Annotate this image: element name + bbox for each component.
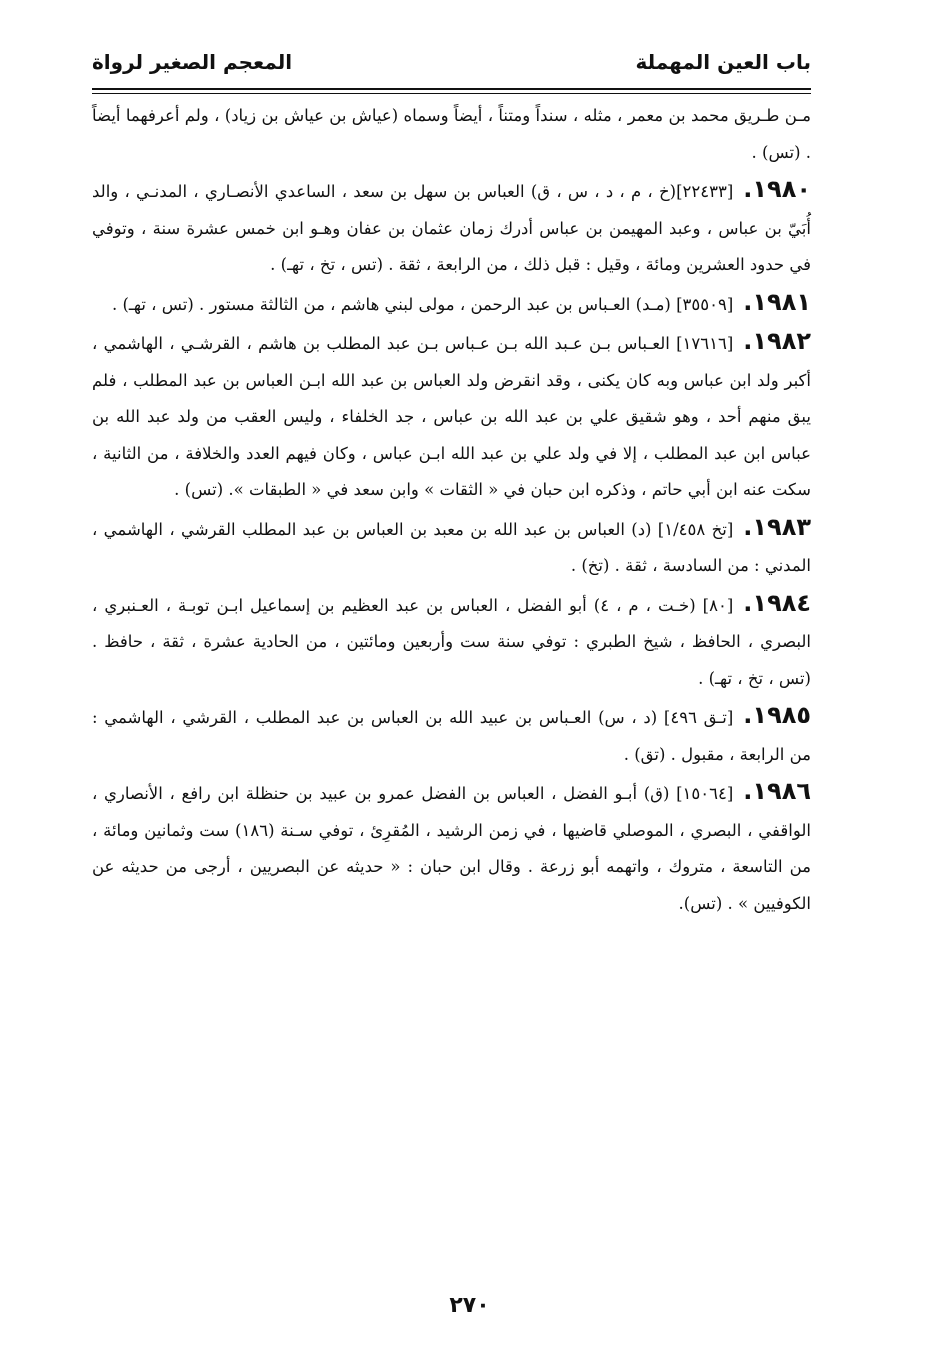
entry-text: [تـق ٤٩٦] (د ، س) العـباس بن عبيد الله بن العباس بن عبد المطلب ، القرشي ، الهاشمي : من الرابعة ، مقبول . (تق) . <box>92 708 811 764</box>
entry-number: ١٩٨٢. <box>743 327 811 355</box>
entry-text: [٨٠] (خـت ، م ، ٤) أبو الفضل ، العباس بن عبد العظيم بن إسماعيل ابـن توبـة ، العـنبري ، البصري ، الحافظ ، شيخ الطبري : توفي سنة ست وأربعين ومائتين ، من الحادية عشرة ، ثقة ، حافظ . (تس ، تخ ، تهـ) . <box>92 595 811 688</box>
entry-1983 <box>92 509 811 585</box>
entry-number: ١٩٨٣. <box>743 512 811 541</box>
entry-text: [١٧٦١٦] العـباس بـن عـبد الله بـن عـباس بـن عبد المطلب بن هاشم ، القرشـي ، الهاشمي ، أكبر ولد ابن عباس وبه كان يكنى ، وقد انقرض ولد العباس بن عبد الله ابـن العباس بن عبد المطلب ، فلم يبق منهم أحد ، وهو شقيق علي بن عبد الله بن عباس ، جد الخلفاء ، وليس العقب من ولد عبد الله بن عباس ابن عبد المطلب ، إلا في ولد علي بن عبد الله ابـن عباس ، وكان فيهم العدد والخلافة ، من الثانية ، سكت عنه ابن أبي حاتم ، وذكره ابن حبان في « الثقات » وابن سعد في « الطبقات ». (تس) . <box>92 334 811 499</box>
entry-1982 <box>92 323 811 509</box>
entry-number: ١٩٨١. <box>743 287 811 316</box>
book-title: المعجم الصغير لرواة <box>92 50 293 74</box>
page-number: ٢٧٠ <box>449 1293 490 1318</box>
entry-text: [٢٢٤٣٣](خ ، م ، د ، س ، ق) العباس بن سهل بن سعد ، الساعدي الأنصـاري ، المدنـي ، والد أُبَيّ بن عباس ، وعبد المهيمن بن عباس أدرك زمان عثمان بن عفان وهـو ابن خمس عشرة سنة ، وتوفي في حدود العشرين ومائة ، وقيل : قبل ذلك ، من الرابعة ، ثقة . (تس ، تخ ، تهـ) . <box>92 182 811 274</box>
entry-1986 <box>92 773 811 922</box>
entry-1984 <box>92 585 811 698</box>
chapter-title: باب العين المهملة <box>635 50 811 74</box>
continuation-paragraph: مـن طـريق محمد بن معمر ، مثله ، سنداً ومتناً ، أيضاً وسماه (عياش بن عياش بن زياد) ، ولم أعرفهما أيضاً . (تس) . <box>92 106 811 162</box>
entry-number: ١٩٨٤. <box>743 588 812 617</box>
entry-number: ١٩٨٦. <box>743 777 811 805</box>
entry-text: [٣٥٥٠٩] (مـد) العـباس بن عبد الرحمن ، مولى لبني هاشم ، من الثالثة مستور . (تس ، تهـ) . <box>111 294 734 314</box>
header-rule <box>92 88 811 90</box>
entry-1981 <box>92 284 811 324</box>
main-text <box>92 98 811 922</box>
entry-1980 <box>92 171 811 284</box>
header-rule-thin <box>92 93 811 94</box>
entry-number: ١٩٨٠. <box>743 175 811 203</box>
entry-text: [١٥٠٦٤] (ق) أبـو الفضل ، العباس بن الفضل عمرو بن عبيد بن حنظلة ابن رافع ، الأنصاري ، الواقفي ، البصري ، الموصلي قاضيها ، في زمن الرشيد ، المُقرِئ ، توفي سـنة (١٨٦) ست وثمانين ومائة ، من التاسعة ، متروك ، واتهمه أبو زرعة . وقال ابن حبان : « حديثه عن البصريين ، أرجى من حديثه عن الكوفيين » . (تس). <box>92 784 811 913</box>
entry-1985 <box>92 697 811 773</box>
entry-number: ١٩٨٥. <box>743 701 812 729</box>
entry-text: [تخ ١/٤٥٨] (د) العباس بن عبد الله بن معبد بن العباس بن عبد المطلب القرشي ، الهاشمي ، المدني : من السادسة ، ثقة . (تخ) . <box>92 519 811 575</box>
running-header <box>92 40 811 84</box>
